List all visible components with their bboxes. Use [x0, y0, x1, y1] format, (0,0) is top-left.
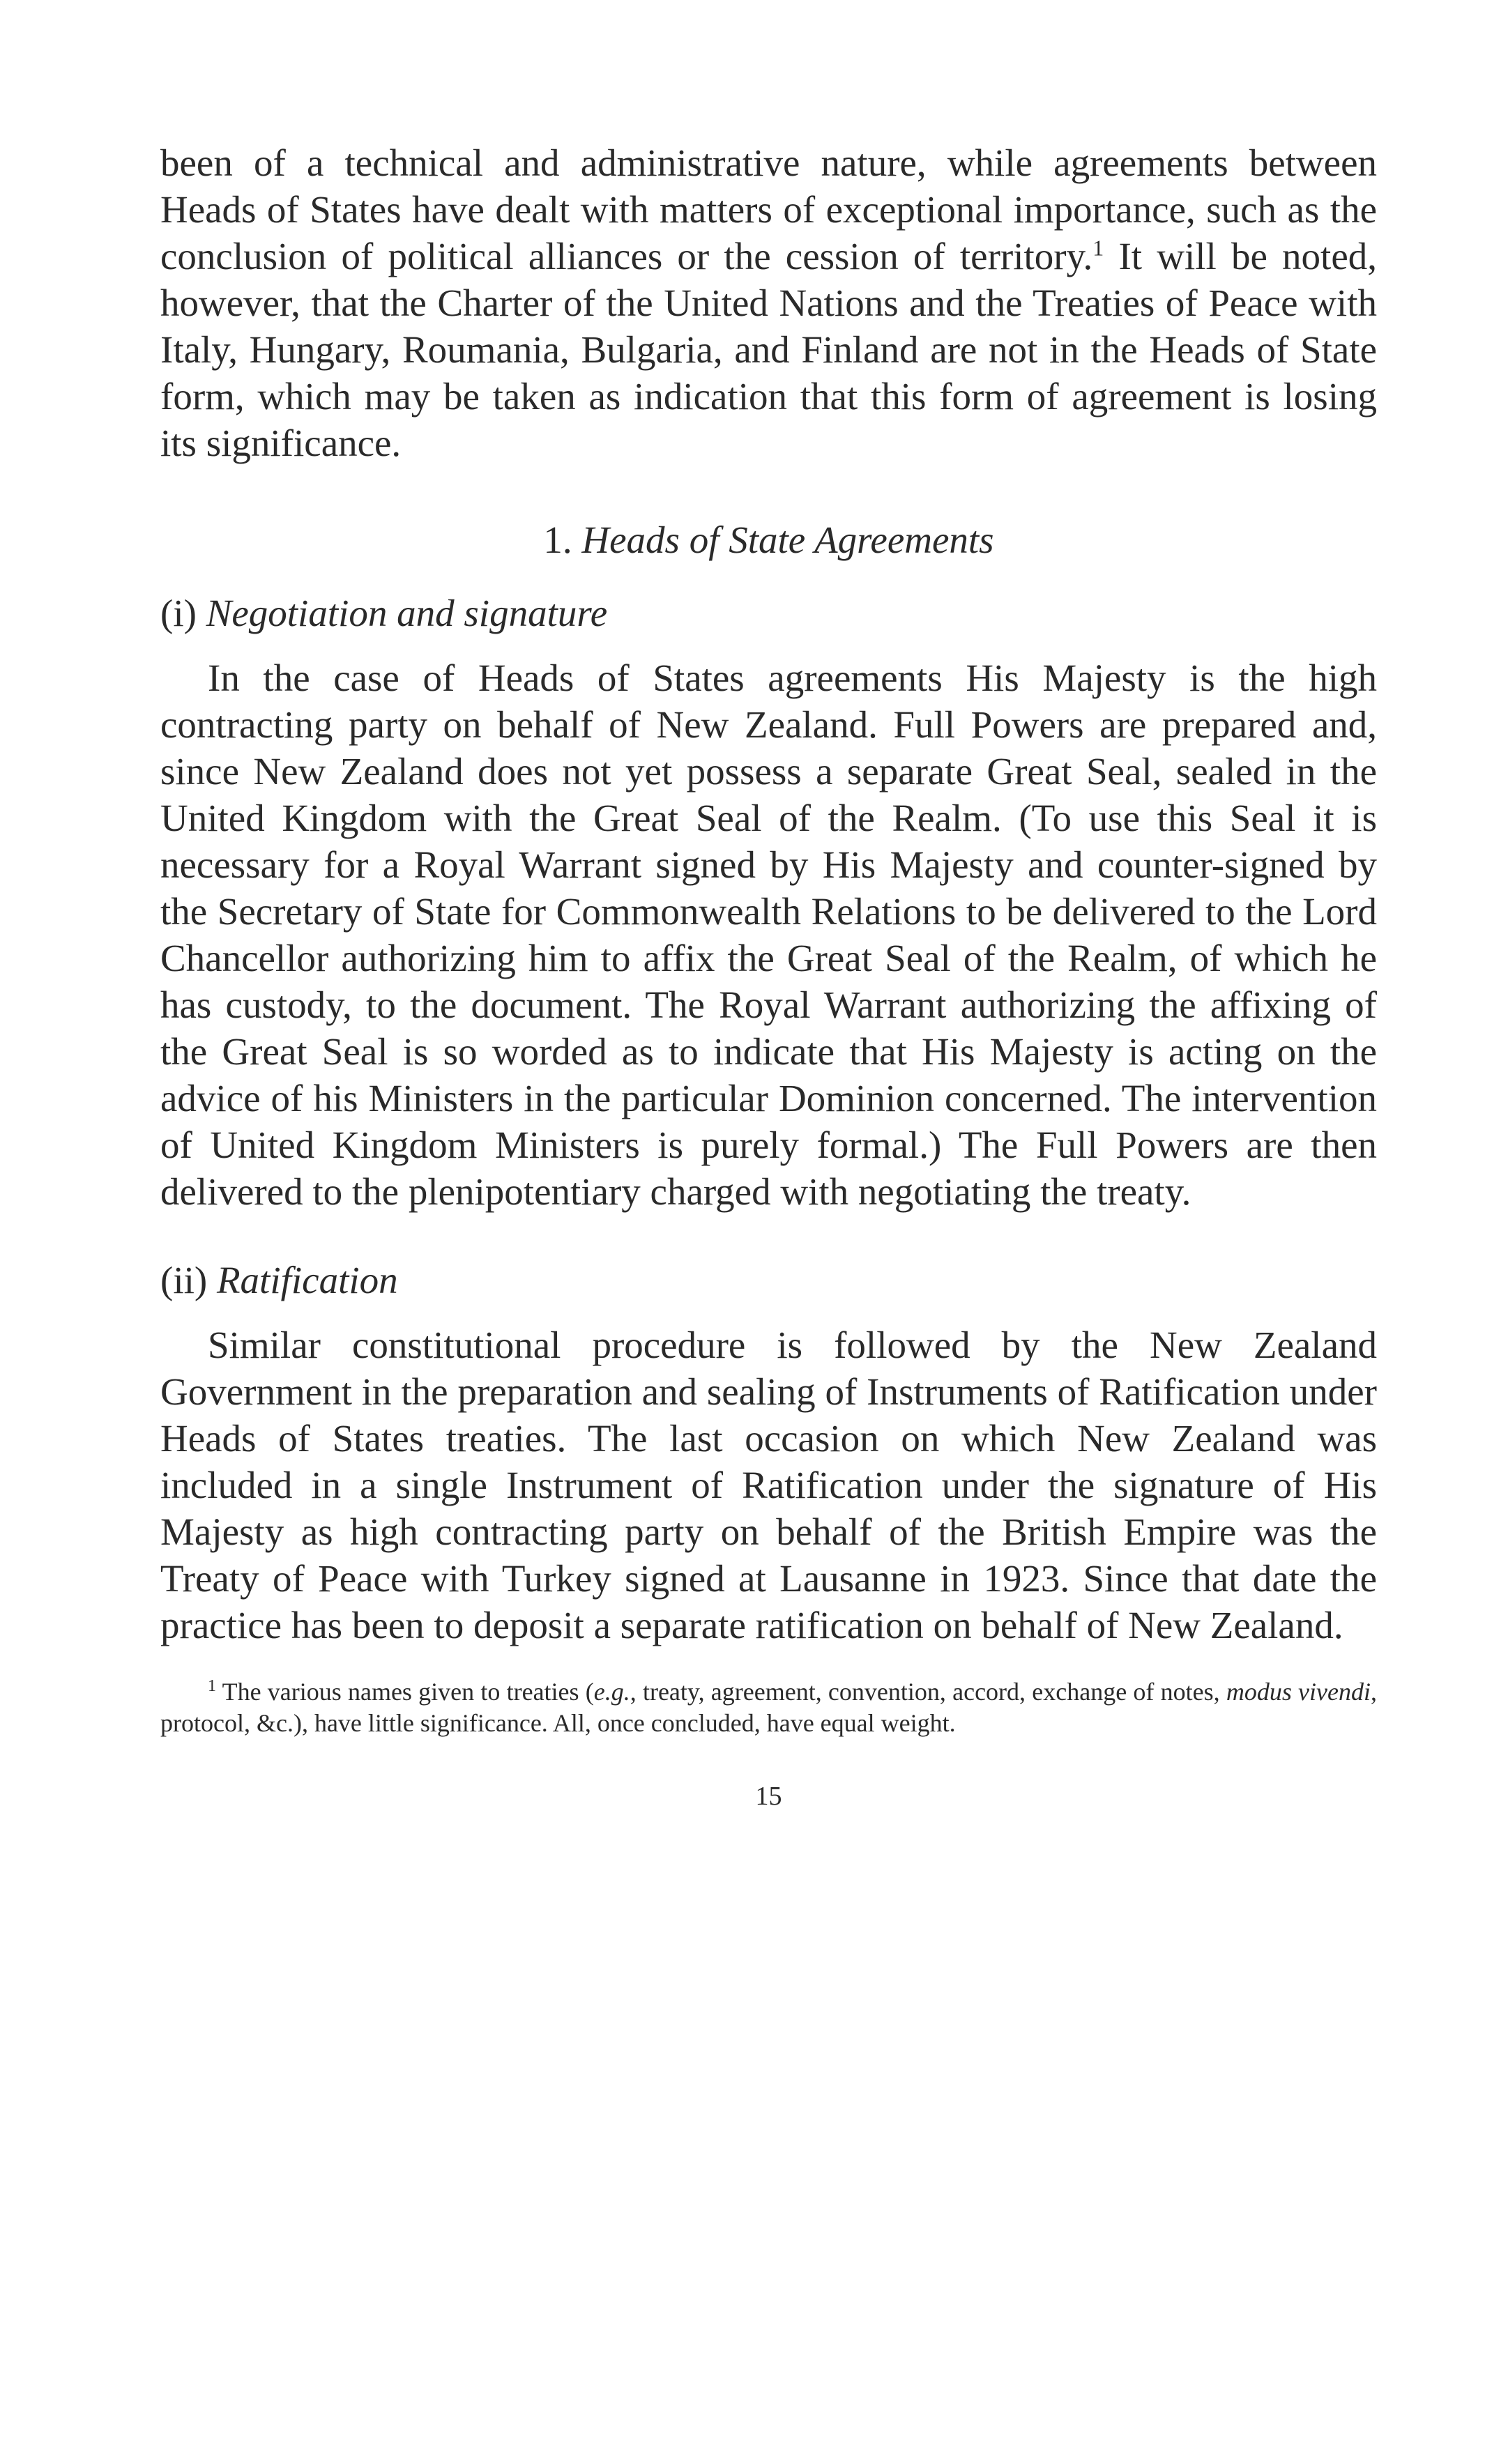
subheading-title: Ratification: [216, 1259, 398, 1301]
paragraph-ratification: Similar constitutional procedure is followed by the New Zealand Government in the preparation and sealing of Instruments of Ratification under Heads of States treaties. The last occasion on which New Zealand was included in a single Instrument of Ratification under the signature of His Majesty as high contracting party on behalf of the British Empire was the Treaty of Peace with Turkey signed at Lausanne in 1923. Since that date the practice has been to deposit a separate ratification on behalf of New Zealand.: [160, 1324, 1377, 1646]
footnote-text: The various names given to treaties (: [222, 1678, 594, 1706]
footnote-text-eg: e.g.: [593, 1678, 630, 1706]
subheading-number: (i): [160, 592, 197, 634]
paragraph-text: been of a technical and administrative nature, while agreements between Heads of States have dealt with matters of exceptional importance, such as the conclusion of political alliances or the cession of territory.: [160, 141, 1377, 277]
footnote-text: , protocol, &c.), have little significance. All, once concluded, have equal weight.: [160, 1678, 1377, 1737]
section-number: 1.: [543, 519, 572, 561]
footnote: [160, 1676, 1377, 1739]
paragraph-treaty-forms: [160, 139, 1377, 466]
paragraph-text: It will be noted, however, that the Charter of the United Nations and the Treaties of Peace with Italy, Hungary, Roumania, Bulgaria, and Finland are not in the Heads of State form, which may be taken as indication that this form of agreement is losing its significance.: [160, 235, 1377, 464]
subheading-negotiation: [160, 590, 1377, 636]
paragraph-negotiation: In the case of Heads of States agreements His Majesty is the high contracting party on behalf of New Zealand. Full Powers are prepared and, since New Zealand does not yet possess a separate Great Seal, sealed in the United Kingdom with the Great Seal of the Realm. (To use this Seal it is necessary for a Royal Warrant signed by His Majesty and counter-signed by the Secretary of State for Commonwealth Relations to be delivered to the Lord Chancellor authorizing him to affix the Great Seal of the Realm, of which he has custody, to the document. The Royal Warrant authorizing the affixing of the Great Seal is so worded as to indicate that His Majesty is acting on the advice of his Ministers in the particular Dominion concerned. The intervention of United Kingdom Ministers is purely formal.) The Full Powers are then delivered to the plenipotentiary charged with negotiating the treaty.: [160, 657, 1377, 1213]
section-heading: [160, 516, 1377, 563]
footnote-marker: 1: [208, 1677, 216, 1695]
footnote-reference: 1: [1092, 235, 1104, 261]
footnote-text: , treaty, agreement, convention, accord, exchange of notes,: [630, 1678, 1226, 1706]
section-title: Heads of State Agreements: [581, 519, 994, 561]
subheading-ratification: [160, 1257, 1377, 1303]
document-page: [160, 139, 1377, 1812]
page-number: 15: [755, 1782, 782, 1811]
subheading-number: (ii): [160, 1259, 208, 1301]
subheading-title: Negotiation and signature: [206, 592, 608, 634]
footnote-text-modus: modus vivendi: [1226, 1678, 1371, 1706]
